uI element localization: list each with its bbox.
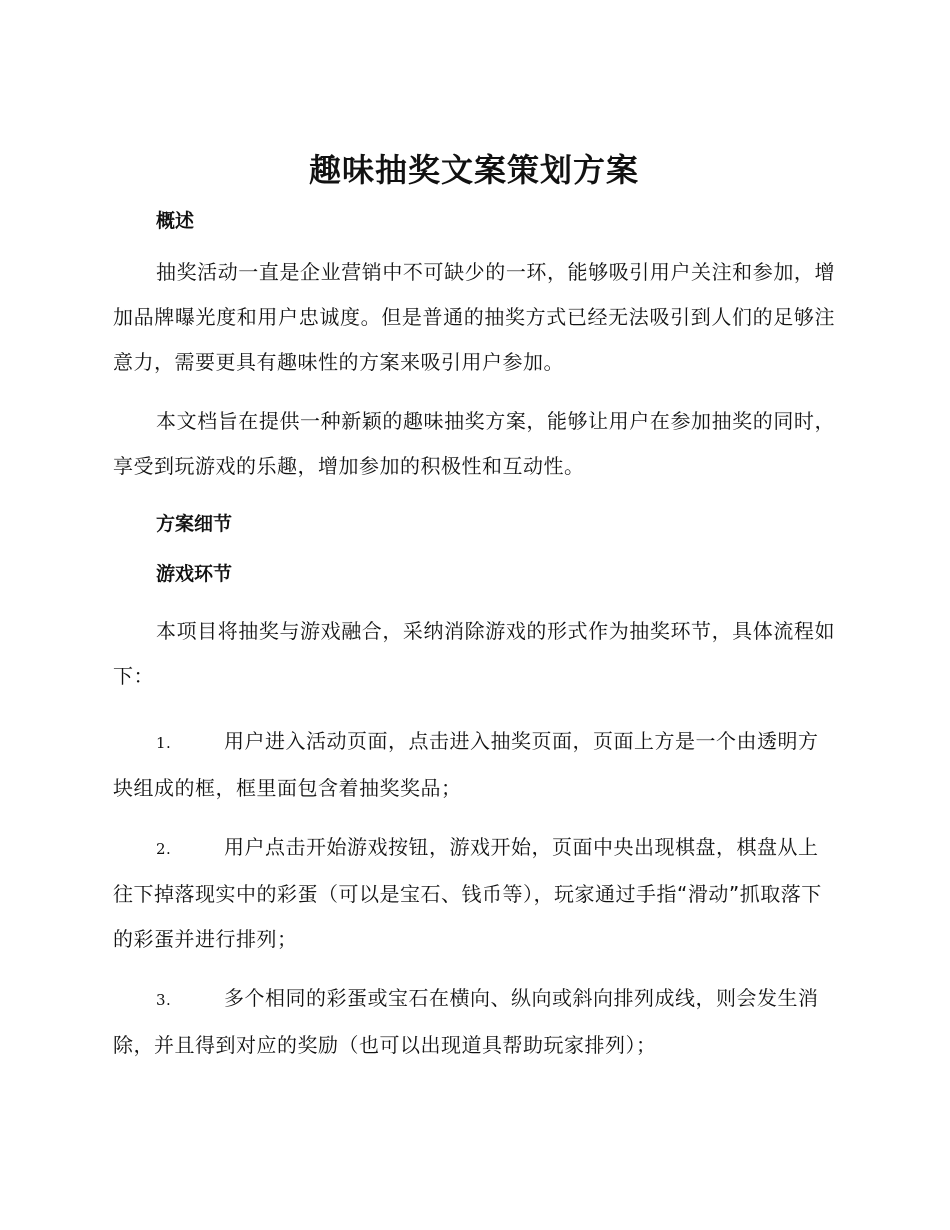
heading-overview: 概述 — [156, 210, 195, 232]
list-item — [113, 719, 835, 811]
heading-details: 方案细节 — [156, 513, 233, 535]
document-body — [113, 148, 835, 1068]
heading-game: 游戏环节 — [156, 563, 233, 585]
paragraph-overview-1: 抽奖活动一直是企业营销中不可缺少的一环，能够吸引用户关注和参加，增加品牌曝光度和用户忠诚度。但是普通的抽奖方式已经无法吸引到人们的足够注意力，需要更具有趣味性的方案来吸引用户参加。 — [113, 260, 835, 374]
list-text: 多个相同的彩蛋或宝石在横向、纵向或斜向排列成线，则会发生消除，并且得到对应的奖励（也可以出现道具帮助玩家排列）； — [113, 986, 819, 1057]
paragraph-overview-2: 本文档旨在提供一种新颖的趣味抽奖方案，能够让用户在参加抽奖的同时，享受到玩游戏的乐趣，增加参加的积极性和互动性。 — [113, 409, 835, 478]
list-item — [113, 976, 835, 1068]
paragraph-game-intro: 本项目将抽奖与游戏融合，采纳消除游戏的形式作为抽奖环节，具体流程如下： — [113, 619, 835, 688]
list-text: 用户点击开始游戏按钮，游戏开始，页面中央出现棋盘，棋盘从上往下掉落现实中的彩蛋（可以是宝石、钱币等），玩家通过手指“滑动”抓取落下的彩蛋并进行排列； — [113, 835, 822, 951]
list-number: 2. — [156, 840, 172, 858]
document-title: 趣味抽奖文案策划方案 — [308, 151, 639, 189]
list-number: 3. — [156, 991, 172, 1009]
list-text: 用户进入活动页面，点击进入抽奖页面，页面上方是一个由透明方块组成的框，框里面包含着抽奖奖品； — [113, 729, 819, 800]
list-item — [113, 825, 835, 962]
list-number: 1. — [156, 734, 172, 752]
